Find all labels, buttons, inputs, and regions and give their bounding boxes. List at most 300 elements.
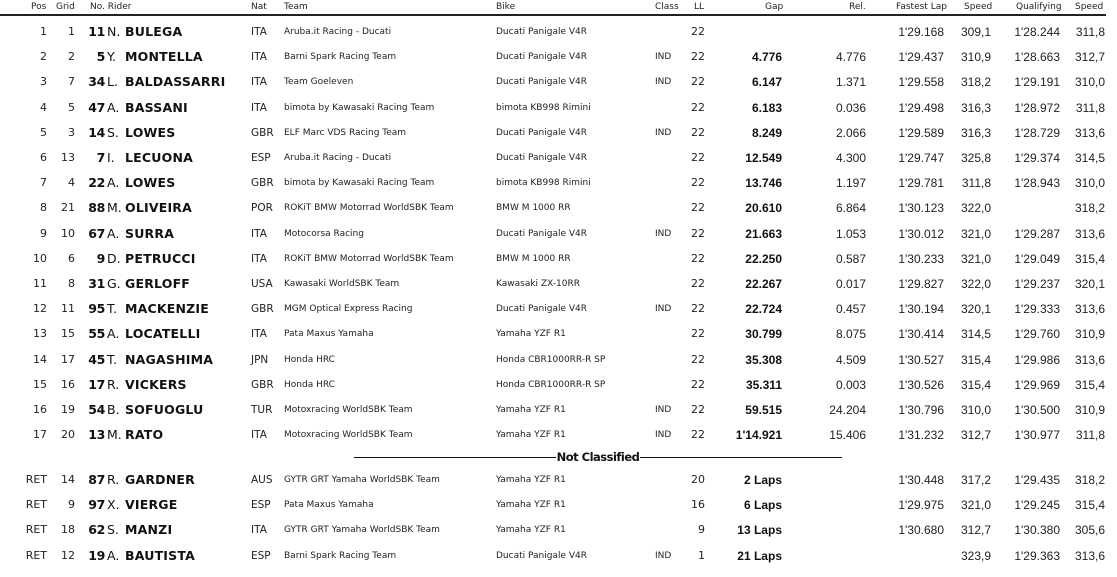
position: 17 (33, 428, 47, 442)
relative-gap: 15.406 (829, 428, 866, 443)
team-name: Motoxracing WorldSBK Team (284, 405, 413, 415)
nationality: ITA (251, 524, 267, 537)
top-speed: 321,0 (960, 226, 991, 241)
bike-model: bimota KB998 Rimini (496, 178, 591, 189)
rider-surname: NAGASHIMA (125, 351, 214, 367)
rider-initial: X. (107, 497, 120, 513)
qualifying-speed: 318,2 (1074, 201, 1105, 216)
grid-position: 13 (61, 151, 75, 164)
rider-surname: BAUTISTA (125, 547, 195, 563)
header-nat: Nat (251, 2, 267, 12)
rider-initial: G. (107, 276, 121, 291)
rider-initial: S. (107, 522, 119, 538)
bike-model: Honda CBR1000RR-R SP (496, 379, 606, 390)
grid-position: 10 (61, 226, 75, 240)
fastest-lap: 1'29.747 (898, 151, 944, 165)
gap-time: 1'14.921 (735, 428, 782, 443)
top-speed: 318,2 (960, 75, 991, 90)
position: RET (25, 473, 47, 486)
nationality: ITA (251, 26, 267, 38)
nationality: GBR (251, 378, 274, 391)
rider-initial: A. (107, 326, 120, 342)
table-row (0, 347, 1117, 372)
table-row (0, 492, 1117, 517)
position: 16 (33, 403, 47, 416)
top-speed: 325,8 (960, 151, 991, 165)
laps-completed: 22 (691, 226, 705, 240)
qualifying-time: 1'29.969 (1014, 377, 1060, 392)
laps-completed: 22 (691, 125, 705, 139)
qualifying-speed: 311,8 (1075, 428, 1105, 443)
fastest-lap: 1'29.498 (898, 100, 944, 115)
rider-surname: MACKENZIE (125, 301, 210, 317)
laps-completed: 22 (691, 176, 705, 190)
team-name: GYTR GRT Yamaha WorldSBK Team (284, 525, 440, 536)
gap-time: 6.147 (751, 75, 782, 90)
team-name: Pata Maxus Yamaha (284, 329, 374, 340)
nationality: ITA (251, 429, 267, 442)
grid-position: 21 (61, 201, 75, 215)
qualifying-speed: 310,0 (1074, 75, 1105, 90)
fastest-lap: 1'30.123 (898, 201, 944, 216)
gap-time: 22.267 (745, 277, 782, 291)
relative-gap: 4.509 (835, 352, 866, 367)
qualifying-speed: 320,1 (1074, 277, 1105, 291)
rider-surname: LOCATELLI (125, 326, 201, 342)
qualifying-speed: 313,6 (1074, 352, 1105, 367)
relative-gap: 0.003 (835, 377, 866, 392)
rider-initial: R. (107, 376, 120, 392)
rider-surname: GERLOFF (125, 276, 191, 291)
bike-model: Kawasaki ZX-10RR (496, 279, 581, 289)
rider-initial: M. (107, 427, 122, 443)
nationality: AUS (251, 474, 273, 486)
gap-time: 6.183 (751, 100, 782, 115)
qualifying-time: 1'29.049 (1014, 251, 1060, 266)
relative-gap: 1.371 (835, 75, 866, 90)
rider-number: 45 (88, 351, 105, 367)
rider-surname: LECUONA (125, 150, 193, 165)
class-badge: IND (655, 77, 672, 88)
qualifying-speed: 311,8 (1075, 25, 1105, 39)
nationality: ITA (251, 227, 267, 240)
laps-completed: 22 (691, 428, 705, 442)
bike-model: Yamaha YZF R1 (496, 500, 566, 511)
top-speed: 309,1 (960, 25, 991, 39)
team-name: ROKiT BMW Motorrad WorldSBK Team (284, 253, 454, 264)
top-speed: 323,9 (960, 548, 991, 563)
team-name: ELF Marc VDS Racing Team (284, 127, 407, 138)
rider-initial: S. (107, 124, 119, 140)
bike-model: Ducati Panigale V4R (496, 228, 587, 239)
laps-completed: 22 (691, 403, 705, 416)
fastest-lap: 1'29.437 (898, 50, 944, 65)
rider-number: 13 (88, 427, 105, 443)
team-name: GYTR GRT Yamaha WorldSBK Team (284, 475, 440, 485)
grid-position: 4 (68, 176, 75, 190)
table-row (0, 271, 1117, 296)
laps-completed: 22 (691, 75, 705, 89)
team-name: Kawasaki WorldSBK Team (284, 279, 400, 289)
gap-time: 8.249 (751, 125, 782, 140)
relative-gap: 0.587 (835, 251, 866, 266)
header-fastest-lap: Fastest Lap (896, 2, 947, 12)
qualifying-time: 1'28.943 (1014, 176, 1060, 191)
qualifying-time: 1'29.245 (1014, 498, 1060, 513)
relative-gap: 6.864 (835, 201, 866, 216)
gap-time: 6 Laps (743, 498, 782, 513)
relative-gap: 2.066 (835, 125, 866, 140)
bike-model: Honda CBR1000RR-R SP (496, 354, 606, 365)
table-row (0, 195, 1117, 220)
rider-initial: N. (107, 24, 121, 39)
class-badge: IND (655, 304, 672, 315)
table-row (0, 170, 1117, 195)
relative-gap: 24.204 (829, 403, 866, 417)
laps-completed: 22 (691, 277, 705, 290)
grid-position: 12 (61, 548, 75, 562)
rider-number: 67 (88, 225, 105, 241)
nationality: GBR (251, 177, 274, 190)
top-speed: 314,5 (960, 327, 991, 342)
rider-surname: SURRA (125, 225, 175, 241)
bike-model: Ducati Panigale V4R (496, 304, 587, 315)
laps-completed: 22 (691, 352, 705, 366)
qualifying-time: 1'28.663 (1014, 50, 1060, 65)
header-rel: Rel. (849, 2, 866, 12)
nationality: POR (251, 202, 273, 215)
qualifying-time: 1'28.244 (1014, 25, 1060, 39)
gap-time: 22.250 (745, 251, 782, 266)
bike-model: Yamaha YZF R1 (496, 475, 566, 485)
relative-gap: 0.036 (835, 100, 866, 115)
top-speed: 321,0 (960, 498, 991, 513)
fastest-lap: 1'29.168 (898, 25, 944, 39)
qualifying-speed: 315,4 (1074, 251, 1105, 266)
rider-initial: A. (107, 547, 120, 563)
gap-time: 35.311 (745, 377, 782, 392)
fastest-lap: 1'30.796 (898, 403, 944, 417)
qualifying-speed: 318,2 (1074, 473, 1105, 487)
rider-number: 17 (88, 376, 105, 392)
gap-time: 30.799 (745, 327, 782, 342)
rider-number: 54 (88, 402, 105, 417)
qualifying-time: 1'29.363 (1014, 548, 1060, 563)
rider-surname: LOWES (125, 175, 176, 191)
relative-gap: 1.053 (835, 226, 866, 241)
fastest-lap: 1'30.233 (898, 251, 944, 266)
rider-surname: BULEGA (125, 24, 183, 39)
gap-time: 13.746 (745, 176, 782, 191)
grid-position: 8 (68, 277, 75, 290)
grid-position: 11 (61, 302, 75, 316)
table-row (0, 321, 1117, 346)
gap-time: 21.663 (745, 226, 782, 241)
rider-surname: SOFUOGLU (125, 402, 204, 417)
qualifying-speed: 315,4 (1074, 498, 1105, 513)
rider-initial: Y. (107, 49, 117, 65)
header-ll: LL (694, 2, 705, 12)
class-badge: IND (655, 127, 672, 138)
top-speed: 322,0 (960, 201, 991, 216)
relative-gap: 1.197 (835, 176, 866, 191)
relative-gap: 0.457 (835, 302, 866, 317)
qualifying-time: 1'29.760 (1014, 327, 1060, 342)
qualifying-speed: 314,5 (1074, 151, 1105, 165)
grid-position: 7 (68, 75, 75, 89)
laps-completed: 22 (691, 50, 705, 64)
bike-model: Yamaha YZF R1 (496, 525, 566, 536)
header-pos: Pos (31, 2, 47, 12)
laps-completed: 16 (691, 498, 705, 512)
fastest-lap: 1'31.232 (898, 428, 944, 443)
nationality: ESP (251, 152, 271, 164)
rider-number: 11 (88, 24, 105, 39)
position: 2 (40, 50, 47, 64)
fastest-lap: 1'30.012 (898, 226, 944, 241)
table-row (0, 543, 1117, 568)
class-badge: IND (655, 430, 672, 441)
team-name: Motocorsa Racing (284, 228, 364, 239)
table-row (0, 44, 1117, 69)
qualifying-time: 1'30.380 (1014, 523, 1060, 538)
rider-surname: VIERGE (125, 497, 178, 513)
table-row (0, 246, 1117, 271)
team-name: Honda HRC (284, 379, 335, 390)
position: 3 (40, 75, 47, 89)
rider-surname: BALDASSARRI (125, 74, 226, 90)
not-classified-separator (0, 450, 1117, 464)
header-grid: Grid (56, 2, 75, 12)
table-row (0, 120, 1117, 145)
nationality: ITA (251, 51, 267, 64)
relative-gap: 4.776 (835, 50, 866, 65)
team-name: Aruba.it Racing - Ducati (284, 153, 392, 163)
relative-gap: 4.300 (835, 151, 866, 165)
table-row (0, 422, 1117, 447)
gap-time: 59.515 (745, 403, 782, 417)
position: 12 (33, 302, 47, 316)
fastest-lap: 1'30.448 (898, 473, 944, 487)
team-name: Motoxracing WorldSBK Team (284, 430, 413, 441)
grid-position: 2 (68, 50, 75, 64)
qualifying-speed: 315,4 (1074, 377, 1105, 392)
nationality: ESP (251, 499, 271, 512)
top-speed: 315,4 (960, 377, 991, 392)
class-badge: IND (655, 550, 672, 561)
position: 10 (33, 251, 47, 265)
table-row (0, 19, 1117, 44)
laps-completed: 22 (691, 100, 705, 114)
rider-initial: I. (107, 150, 115, 165)
laps-completed: 1 (698, 548, 705, 562)
qualifying-speed: 313,6 (1074, 548, 1105, 563)
rider-number: 34 (88, 74, 105, 90)
bike-model: BMW M 1000 RR (496, 203, 571, 214)
top-speed: 322,0 (960, 277, 991, 291)
qualifying-time: 1'28.972 (1014, 100, 1060, 115)
grid-position: 3 (68, 125, 75, 139)
top-speed: 312,7 (960, 428, 991, 443)
rider-surname: PETRUCCI (125, 250, 196, 266)
rider-number: 14 (88, 124, 105, 140)
position: 1 (40, 25, 47, 38)
qualifying-time: 1'30.977 (1014, 428, 1060, 443)
bike-model: Yamaha YZF R1 (496, 430, 566, 441)
bike-model: bimota KB998 Rimini (496, 102, 591, 113)
qualifying-speed: 310,9 (1074, 403, 1105, 417)
top-speed: 320,1 (960, 302, 991, 317)
nationality: ESP (251, 549, 271, 562)
grid-position: 1 (68, 25, 75, 38)
qualifying-speed: 310,9 (1074, 327, 1105, 342)
laps-completed: 22 (691, 251, 705, 265)
rider-surname: OLIVEIRA (125, 200, 193, 216)
rider-number: 22 (88, 175, 105, 191)
fastest-lap: 1'29.781 (898, 176, 944, 191)
header-qualifying: Qualifying (1016, 2, 1062, 12)
rider-initial: A. (107, 99, 120, 115)
bike-model: Ducati Panigale V4R (496, 52, 587, 63)
team-name: Barni Spark Racing Team (284, 550, 397, 561)
bike-model: Ducati Panigale V4R (496, 127, 587, 138)
rider-initial: R. (107, 472, 120, 487)
rider-initial: D. (107, 250, 121, 266)
bike-model: BMW M 1000 RR (496, 253, 571, 264)
separator-line-right (640, 457, 842, 458)
position: 8 (40, 201, 47, 215)
position: RET (25, 548, 47, 562)
qualifying-time: 1'30.500 (1014, 403, 1060, 417)
top-speed: 316,3 (960, 125, 991, 140)
table-row (0, 69, 1117, 94)
gap-time: 20.610 (745, 201, 782, 216)
separator-line-left (354, 457, 556, 458)
grid-position: 15 (61, 327, 75, 341)
team-name: Honda HRC (284, 354, 335, 365)
grid-position: 20 (61, 428, 75, 442)
rider-surname: GARDNER (125, 472, 195, 487)
rider-number: 95 (88, 301, 105, 317)
qualifying-speed: 313,6 (1074, 125, 1105, 140)
fastest-lap: 1'30.414 (898, 327, 944, 342)
team-name: bimota by Kawasaki Racing Team (284, 102, 435, 113)
top-speed: 321,0 (960, 251, 991, 266)
top-speed: 312,7 (960, 523, 991, 538)
position: 13 (33, 327, 47, 341)
nationality: ITA (251, 252, 267, 265)
position: 4 (40, 100, 47, 114)
rider-number: 62 (88, 522, 105, 538)
grid-position: 19 (61, 403, 75, 416)
position: 11 (33, 277, 47, 290)
gap-time: 21 Laps (737, 548, 782, 563)
rider-initial: T. (107, 351, 118, 367)
rider-number: 97 (88, 497, 105, 513)
rider-number: 19 (88, 547, 105, 563)
bike-model: Ducati Panigale V4R (496, 550, 587, 561)
rider-surname: VICKERS (125, 376, 187, 392)
laps-completed: 22 (691, 151, 705, 164)
header-rider: No. Rider (90, 2, 132, 12)
qualifying-time: 1'29.986 (1014, 352, 1060, 367)
header-team: Team (284, 2, 308, 12)
rider-surname: MANZI (125, 522, 173, 538)
rider-initial: M. (107, 200, 122, 216)
rider-number: 5 (96, 49, 105, 65)
fastest-lap: 1'29.589 (898, 125, 944, 140)
fastest-lap: 1'29.827 (898, 277, 944, 291)
qualifying-speed: 310,0 (1074, 176, 1105, 191)
laps-completed: 22 (691, 327, 705, 341)
position: 5 (40, 125, 47, 139)
laps-completed: 22 (691, 377, 705, 391)
rider-initial: B. (107, 402, 120, 417)
header-class: Class (655, 2, 679, 12)
table-row (0, 221, 1117, 246)
nationality: ITA (251, 328, 267, 341)
rider-surname: LOWES (125, 124, 176, 140)
rider-number: 9 (96, 250, 105, 266)
team-name: ROKiT BMW Motorrad WorldSBK Team (284, 203, 454, 214)
qualifying-speed: 312,7 (1074, 50, 1105, 65)
fastest-lap: 1'30.680 (898, 523, 944, 538)
header-bike: Bike (496, 2, 516, 12)
grid-position: 5 (68, 100, 75, 114)
table-row (0, 517, 1117, 542)
position: 9 (40, 226, 47, 240)
nationality: GBR (251, 303, 274, 316)
grid-position: 9 (68, 498, 75, 512)
class-badge: IND (655, 405, 672, 415)
relative-gap: 0.017 (835, 277, 866, 291)
gap-time: 4.776 (751, 50, 782, 65)
grid-position: 17 (61, 352, 75, 366)
qualifying-time: 1'29.287 (1014, 226, 1060, 241)
qualifying-speed: 311,8 (1075, 100, 1105, 115)
laps-completed: 20 (691, 473, 705, 486)
rider-number: 7 (96, 150, 105, 165)
separator-label: Not Classified (556, 450, 640, 464)
top-speed: 311,8 (961, 176, 991, 191)
grid-position: 14 (61, 473, 75, 486)
qualifying-speed: 313,6 (1074, 226, 1105, 241)
qualifying-speed: 313,6 (1074, 302, 1105, 317)
table-row (0, 145, 1117, 170)
laps-completed: 22 (691, 201, 705, 215)
position: RET (25, 498, 47, 512)
nationality: GBR (251, 126, 274, 139)
team-name: MGM Optical Express Racing (284, 304, 413, 315)
grid-position: 16 (61, 377, 75, 391)
gap-time: 35.308 (745, 352, 782, 367)
table-row (0, 372, 1117, 397)
laps-completed: 9 (698, 523, 705, 537)
gap-time: 12.549 (745, 151, 782, 165)
nationality: ITA (251, 101, 267, 114)
team-name: Pata Maxus Yamaha (284, 500, 374, 511)
nationality: TUR (251, 404, 273, 416)
rider-initial: A. (107, 225, 120, 241)
grid-position: 18 (61, 523, 75, 537)
position: 7 (40, 176, 47, 190)
table-row (0, 467, 1117, 492)
team-name: bimota by Kawasaki Racing Team (284, 178, 435, 189)
team-name: Aruba.it Racing - Ducati (284, 27, 392, 37)
position: 14 (33, 352, 47, 366)
top-speed: 316,3 (960, 100, 991, 115)
bike-model: Yamaha YZF R1 (496, 329, 566, 340)
